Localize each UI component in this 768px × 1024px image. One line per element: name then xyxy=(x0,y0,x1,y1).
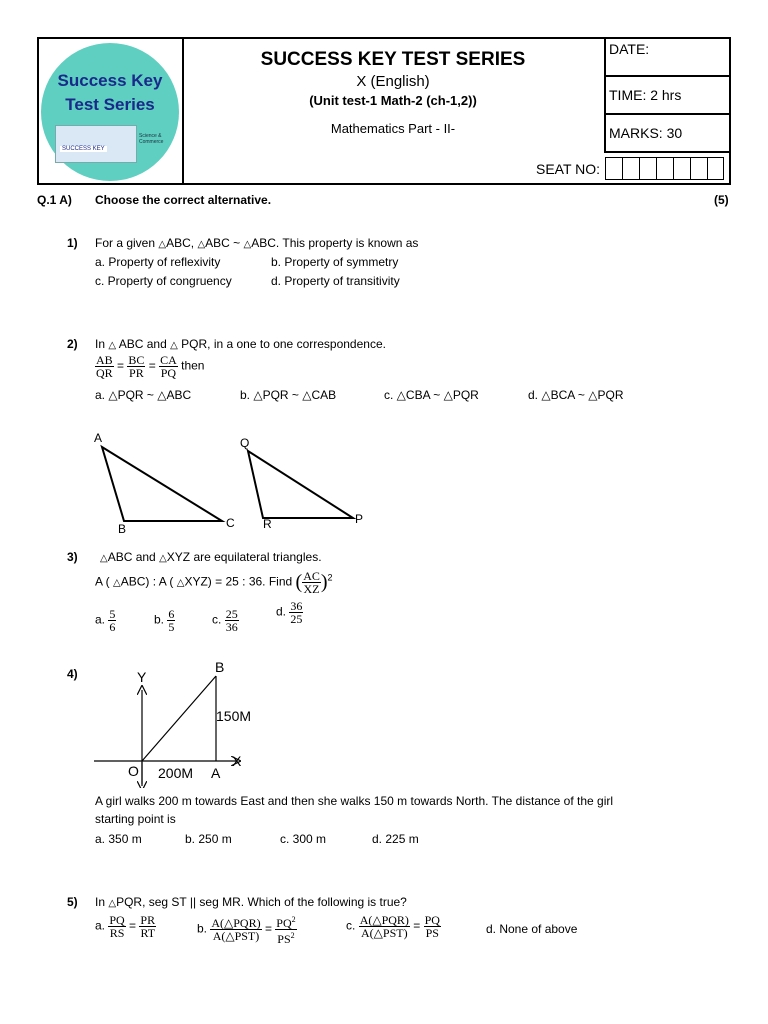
label-A: A xyxy=(94,431,103,445)
date-field: DATE: xyxy=(606,39,731,77)
q3-option-a[interactable]: a. $\frac{5}{6}$ xyxy=(95,607,116,634)
q5-option-a[interactable]: a. $\frac{PQ}{RS}$ = $\frac{PR}{RT}$ xyxy=(95,913,156,940)
label-150M: 150M xyxy=(216,708,252,724)
label-Y: Y xyxy=(137,669,147,685)
marks-field: MARKS: 30 xyxy=(606,115,731,153)
q2-number: 2) xyxy=(67,337,78,351)
seat-box[interactable] xyxy=(690,158,707,180)
triangle-icon: △ xyxy=(197,239,206,250)
triangle-icon: △ xyxy=(176,577,185,589)
q3-stem: △ABC and △XYZ are equilateral triangles. xyxy=(100,550,322,564)
logo-line2: Test Series xyxy=(65,95,155,114)
q5-option-b[interactable]: b. $\frac{\text{A(△PQR)}}{\text{A(△PST)}}$ = $\frac{PQ^2}{PS^2}$ xyxy=(197,915,296,946)
seat-box[interactable] xyxy=(639,158,656,180)
logo-cell xyxy=(39,39,184,183)
q1-option-b[interactable]: b. Property of symmetry xyxy=(271,255,399,269)
q3-option-b[interactable]: b. $\frac{6}{5}$ xyxy=(154,607,175,634)
unit: (Unit test-1 Math-2 (ch-1,2)) xyxy=(309,93,477,108)
q1-option-c[interactable]: c. Property of congruency xyxy=(95,274,232,288)
q1-number: 1) xyxy=(67,236,78,250)
fraction: $\frac{AB}{QR}$ xyxy=(96,353,113,380)
label-B: B xyxy=(215,659,225,675)
q4-option-b[interactable]: b. 250 m xyxy=(185,832,232,846)
q4-stem-line1: A girl walks 200 m towards East and then she walks 150 m towards North. The distance of the girl xyxy=(95,794,614,808)
q5-option-d[interactable]: d. None of above xyxy=(486,922,578,936)
q5-number: 5) xyxy=(67,895,78,909)
triangle-icon: △ xyxy=(108,898,117,909)
q2-option-d[interactable]: d. △BCA ~ △PQR xyxy=(528,388,624,402)
seat-box[interactable] xyxy=(707,158,724,180)
logo-side-text: Science & Commerce xyxy=(139,133,164,145)
logo xyxy=(41,43,179,181)
seat-box[interactable] xyxy=(605,158,622,180)
seat-box[interactable] xyxy=(656,158,673,180)
label-A: A xyxy=(211,765,221,781)
q5-stem: In △PQR, seg ST || seg MR. Which of the following is true? xyxy=(95,895,407,909)
medium: X (English) xyxy=(356,73,430,90)
triangle-abc xyxy=(102,447,222,521)
fraction: $\frac{BC}{PR}$ xyxy=(128,353,145,380)
triangle-qrp xyxy=(248,451,353,518)
seat-label: SEAT NO: xyxy=(536,161,601,177)
section-marks: (5) xyxy=(714,193,729,207)
seat-box[interactable] xyxy=(673,158,690,180)
label-R: R xyxy=(263,517,272,531)
triangle-icon: △ xyxy=(100,553,108,564)
section-instruction: Choose the correct alternative. xyxy=(95,193,272,207)
header-box xyxy=(37,37,731,185)
section-label: Q.1 A) xyxy=(37,193,72,207)
q4-number: 4) xyxy=(67,667,78,681)
label-O: O xyxy=(128,763,139,779)
seat-number-boxes[interactable] xyxy=(605,157,724,182)
q3-option-d[interactable]: d. $\frac{36}{25}$ xyxy=(276,599,303,626)
q3-number: 3) xyxy=(67,550,78,564)
seat-box[interactable] xyxy=(622,158,639,180)
logo-building-image xyxy=(55,125,137,163)
fraction: $\frac{CA}{PQ}$ xyxy=(160,353,177,380)
label-Q: Q xyxy=(240,436,250,450)
test-title: SUCCESS KEY TEST SERIES xyxy=(260,49,526,70)
subject: Mathematics Part - II- xyxy=(330,121,456,136)
logo-line1: Success Key xyxy=(57,71,163,90)
q2-option-a[interactable]: a. △PQR ~ △ABC xyxy=(95,388,192,402)
q4-option-a[interactable]: a. 350 m xyxy=(95,832,142,846)
label-C: C xyxy=(226,516,235,530)
q2-option-c[interactable]: c. △CBA ~ △PQR xyxy=(384,388,479,402)
triangle-icon: △ xyxy=(170,340,178,351)
logo-sign: SUCCESS KEY xyxy=(62,146,105,152)
q1-stem: For a given △ABC, △ABC ~ △ABC. This property is known as xyxy=(95,236,419,250)
label-X: X xyxy=(232,753,242,769)
q1-option-d[interactable]: d. Property of transitivity xyxy=(271,274,400,288)
triangle-icon: △ xyxy=(158,239,167,250)
triangle-icon: △ xyxy=(108,340,117,351)
label-B: B xyxy=(118,522,127,536)
q2-option-b[interactable]: b. △PQR ~ △CAB xyxy=(240,388,337,402)
q1-option-a[interactable]: a. Property of reflexivity xyxy=(95,255,221,269)
q4-stem-line2: starting point is xyxy=(95,812,176,826)
fraction: $\frac{AC}{XZ}$ xyxy=(303,569,320,596)
q2-stem: In △ ABC and △ PQR, in a one to one correspondence. xyxy=(95,337,386,351)
q3-option-c[interactable]: c. $\frac{25}{36}$ xyxy=(212,607,238,634)
q5-option-c[interactable]: c. $\frac{\text{A(△PQR)}}{\text{A(△PST)}}$ = $\frac{PQ}{PS}$ xyxy=(346,913,440,940)
triangle-icon: △ xyxy=(113,577,121,589)
q4-walk-diagram xyxy=(90,658,260,788)
path-ob xyxy=(142,676,216,761)
triangle-icon: △ xyxy=(243,239,252,250)
q2-triangles-figure xyxy=(85,425,385,540)
q4-option-d[interactable]: d. 225 m xyxy=(372,832,419,846)
right-info-column xyxy=(604,39,731,153)
q2-ratio: $\frac{AB}{QR}$ = $\frac{BC}{PR}$ = $\frac{CA}{PQ}$ then xyxy=(96,353,205,380)
triangle-icon: △ xyxy=(159,553,167,564)
q4-option-c[interactable]: c. 300 m xyxy=(280,832,327,846)
time-field: TIME: 2 hrs xyxy=(606,77,731,115)
label-P: P xyxy=(355,512,364,526)
label-200M: 200M xyxy=(158,765,194,781)
q3-ratio-line: A ( △ABC) : A ( △XYZ) = 25 : 36. Find ( $\frac{AC}{XZ}$ )$^2$ xyxy=(95,569,333,596)
